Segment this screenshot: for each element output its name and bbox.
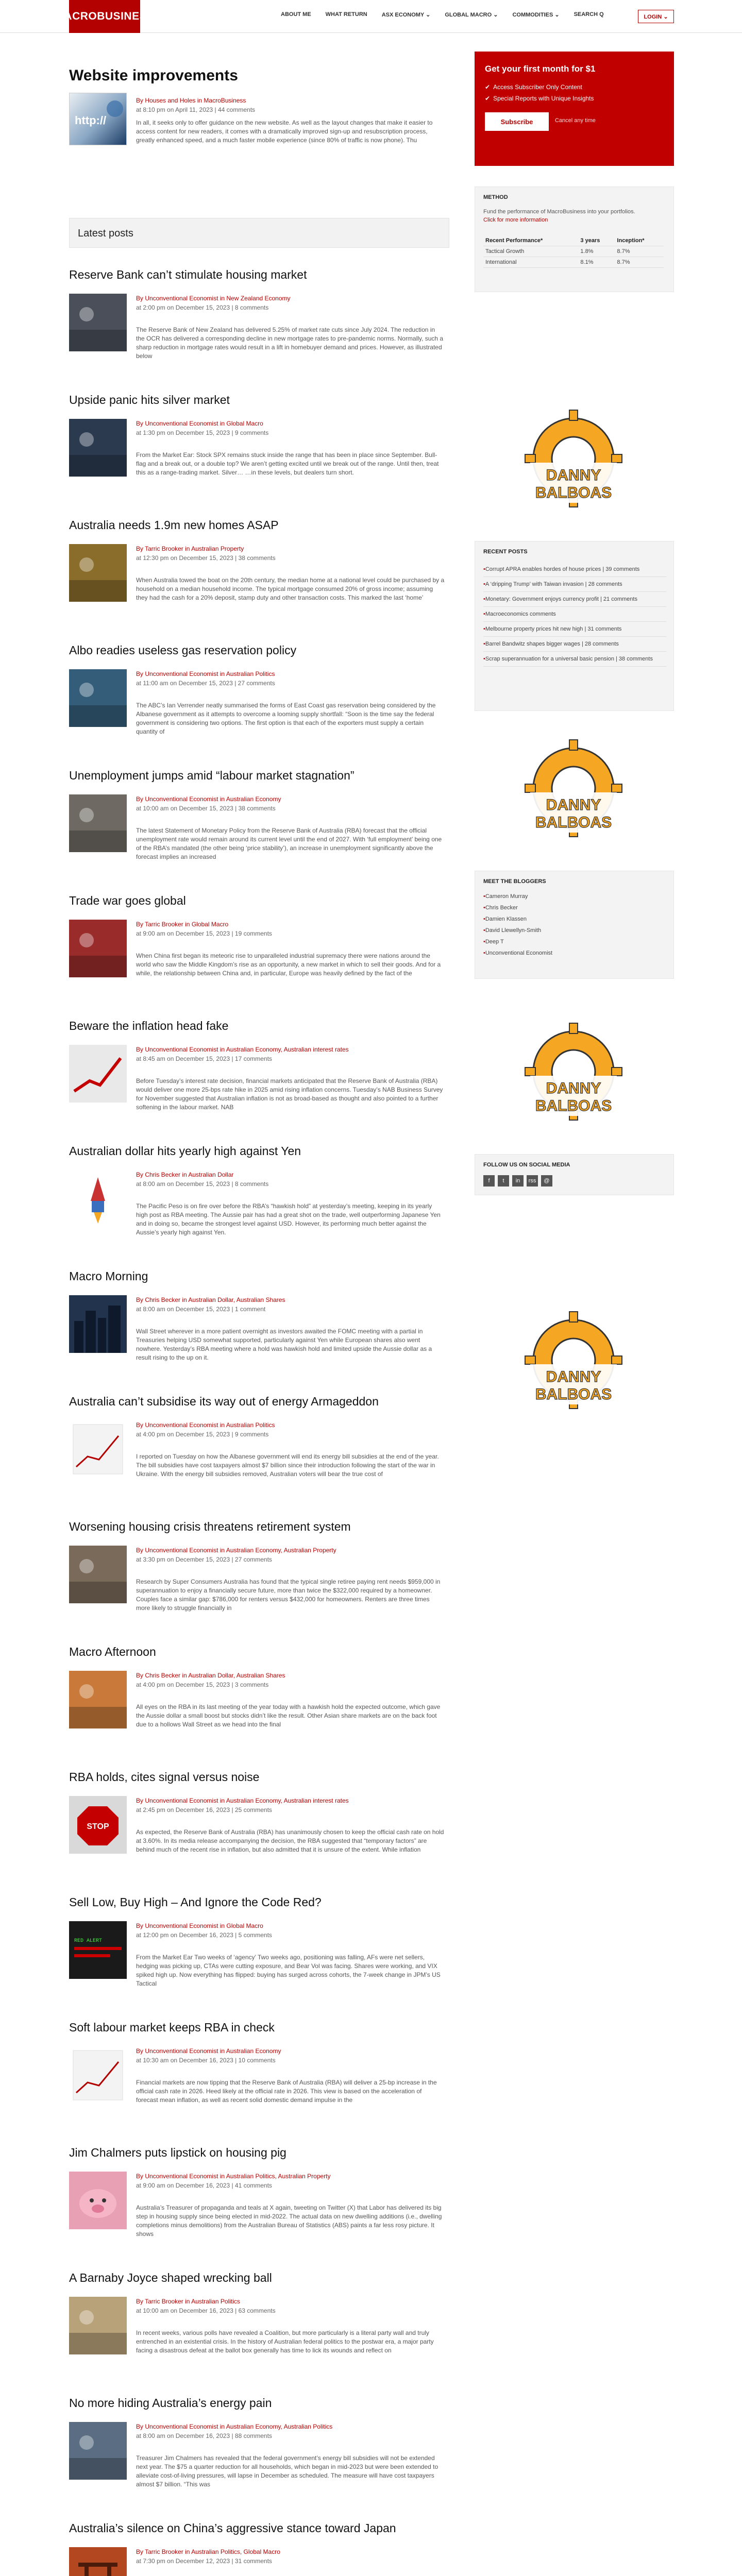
post-item bbox=[69, 1895, 449, 2021]
post-thumbnail[interactable] bbox=[69, 1546, 127, 1603]
post-meta bbox=[136, 1295, 285, 1314]
post-excerpt: From the Market Ear: Stock SPX remains stuck inside the range that has been in place since September. Bull-flag and a break out, or a double top? We aren’t getting excited until we break out of the range. Until then, treat this as a range-trading market. Silver… …in these levels, but dealers turn short. bbox=[136, 451, 439, 476]
post-item bbox=[69, 2521, 449, 2576]
post-thumbnail[interactable] bbox=[69, 419, 127, 477]
table-header: Recent Performance* bbox=[483, 235, 578, 246]
post-date: at 2:00 pm on December 15, 2023 | 8 comments bbox=[136, 304, 269, 311]
post-date: at 11:00 am on December 15, 2023 | 27 comments bbox=[136, 680, 275, 687]
nav-what-return[interactable]: WHAT RETURN bbox=[325, 11, 367, 18]
social-icon[interactable]: f bbox=[483, 1175, 495, 1187]
table-cell: 8.7% bbox=[615, 246, 664, 257]
ad-text-line: BALBOAS bbox=[535, 484, 612, 501]
recent-post-link[interactable]: • Macroeconomics comments bbox=[483, 607, 666, 622]
post-item bbox=[69, 1520, 449, 1645]
method-text: Fund the performance of MacroBusiness into your portfolios. bbox=[483, 209, 635, 215]
post-date: at 7:30 pm on December 12, 2023 | 31 comments bbox=[136, 2557, 272, 2565]
post-excerpt: Australia’s Treasurer of propaganda and teals at X again, tweeting on Twitter (X) that Labor has delivered its big step in housing supply since being elected in mid-2022. The actual data on new dwelling additions (i.e., dwelling completions minus demolitions) from the Australian Bureau of Statistics (ABS) paints a far less rosy picture. It shows bbox=[136, 2204, 442, 2238]
bloggers-widget bbox=[475, 871, 674, 979]
post-meta bbox=[136, 419, 268, 437]
table-cell: 8.7% bbox=[615, 257, 664, 268]
promo-item: ✔ Special Reports with Unique Insights bbox=[485, 93, 594, 104]
post-date: at 10:00 am on December 15, 2023 | 38 comments bbox=[136, 805, 276, 812]
featured-meta bbox=[136, 96, 255, 114]
post-item bbox=[69, 1395, 449, 1520]
post-meta bbox=[136, 1796, 349, 1815]
ad-text-line: BALBOAS bbox=[535, 1386, 612, 1403]
post-item bbox=[69, 518, 449, 643]
post-title[interactable]: Upside panic hits silver market bbox=[69, 393, 230, 406]
post-title[interactable]: Macro Afternoon bbox=[69, 1645, 156, 1658]
site-logo[interactable]: MACROBUSINESS bbox=[69, 0, 140, 33]
svg-text:RED ALERT: RED ALERT bbox=[74, 1938, 103, 1944]
table-row bbox=[483, 257, 664, 268]
post-thumbnail[interactable] bbox=[69, 2422, 127, 2480]
latest-posts-header bbox=[69, 218, 449, 248]
table-cell: 8.1% bbox=[578, 257, 615, 268]
post-thumbnail[interactable] bbox=[69, 1045, 127, 1103]
post-date: at 10:00 am on December 16, 2023 | 63 comments bbox=[136, 2307, 276, 2314]
recent-post-link[interactable]: • A ‘dripping Trump’ with Taiwan invasion | 28 comments bbox=[483, 577, 666, 592]
post-date: at 12:00 pm on December 16, 2023 | 5 comments bbox=[136, 1931, 272, 1939]
promo-note: Cancel any time bbox=[555, 117, 596, 124]
post-thumbnail[interactable] bbox=[69, 1420, 127, 1478]
ad-text-line: DANNY bbox=[546, 467, 601, 484]
post-author[interactable]: By Unconventional Economist in New Zealand Economy bbox=[136, 295, 291, 302]
post-date: at 9:00 am on December 16, 2023 | 41 comments bbox=[136, 2182, 272, 2189]
post-item bbox=[69, 894, 449, 1019]
post-title[interactable]: Australia’s silence on China’s aggressive stance toward Japan bbox=[69, 2521, 396, 2535]
post-date: at 2:45 pm on December 16, 2023 | 25 comments bbox=[136, 1806, 272, 1814]
post-thumbnail[interactable] bbox=[69, 2547, 127, 2576]
post-meta bbox=[136, 1170, 268, 1189]
post-author[interactable]: By Unconventional Economist in Australian Economy bbox=[136, 2047, 281, 2055]
performance-table bbox=[483, 235, 664, 268]
post-title[interactable]: RBA holds, cites signal versus noise bbox=[69, 1770, 260, 1784]
post-title[interactable]: Australian dollar hits yearly high against Yen bbox=[69, 1144, 301, 1158]
featured-excerpt: In all, it seeks only to offer guidance on the new website. As well as the layout changes that make it easier to access content for new readers, it comes with a dramatically improved sign-up and resubscription process, greatly enhanced speed, and a much faster mobile experience (since 80% of traffic is now phone). Thu bbox=[136, 119, 433, 144]
post-author[interactable]: By Unconventional Economist in Global Macro bbox=[136, 420, 263, 427]
blogger-link[interactable]: • Deep T bbox=[483, 936, 552, 947]
blogger-link[interactable]: • David Llewellyn-Smith bbox=[483, 925, 552, 936]
post-author[interactable]: By Unconventional Economist in Australian Economy, Australian interest rates bbox=[136, 1046, 349, 1053]
blogger-link[interactable]: • Cameron Murray bbox=[483, 891, 552, 902]
featured-date: at 8:10 pm on April 11, 2023 | 44 comments bbox=[136, 106, 256, 113]
promo-title: Get your first month for $1 bbox=[485, 64, 596, 74]
post-author[interactable]: By Tarric Brooker in Global Macro bbox=[136, 921, 229, 928]
post-title[interactable]: Unemployment jumps amid “labour market stagnation” bbox=[69, 769, 355, 782]
featured-title[interactable]: Website improvements bbox=[69, 67, 238, 84]
post-author[interactable]: By Unconventional Economist in Australian Economy, Australian Property bbox=[136, 1547, 336, 1554]
recent-post-link[interactable]: • Monetary: Government enjoys currency profit | 21 comments bbox=[483, 592, 666, 607]
post-thumbnail[interactable] bbox=[69, 1671, 127, 1728]
post-meta bbox=[136, 1671, 285, 1689]
post-author[interactable]: By Unconventional Economist in Australian Politics bbox=[136, 670, 275, 677]
post-thumbnail[interactable] bbox=[69, 1170, 127, 1228]
post-meta bbox=[136, 1921, 272, 1940]
recent-post-link[interactable]: • Scrap superannuation for a universal basic pension | 38 comments bbox=[483, 652, 666, 667]
post-excerpt: Financial markets are now tipping that the Reserve Bank of Australia (RBA) will deliver a 25-bp increase in the official cash rate in 2026. Heed likely at the official rate in 2026. This view is based on the acceleration of forecast mean inflation, as well as recent solid domestic demand impulse in the bbox=[136, 2079, 437, 2104]
post-author[interactable]: By Unconventional Economist in Australian Economy, Australian Politics bbox=[136, 2423, 333, 2430]
post-excerpt: All eyes on the RBA in its last meeting of the year today with a hawkish hold the expected outcome, which gave the Aussie dollar a small boost but stocks didn’t like the result. Other Asian share markets are on the back foot due to a hollows Wall Street as we head into the final bbox=[136, 1703, 441, 1728]
post-meta bbox=[136, 2297, 276, 2315]
post-title[interactable]: Reserve Bank can’t stimulate housing market bbox=[69, 268, 307, 281]
post-meta bbox=[136, 1420, 275, 1439]
latest-posts-title: Latest posts bbox=[78, 228, 133, 239]
post-excerpt: In recent weeks, various polls have revealed a Coalition, but more particularly is a literal party wall and truly entrenched in an existential crisis. In the history of Australian federal politics to the postwar era, a major party facing a disastrous defeat at the ballot box generally has time to lick its wounds and reflect on bbox=[136, 2329, 434, 2354]
post-thumbnail[interactable] bbox=[69, 2172, 127, 2229]
ad-text-line: DANNY bbox=[546, 796, 601, 814]
post-author[interactable]: By Unconventional Economist in Global Macro bbox=[136, 1922, 263, 1929]
post-item bbox=[69, 1019, 449, 1144]
post-excerpt: From the Market Ear Two weeks of ‘agency’ Two weeks ago, positioning was falling, AFs were net sellers, hedging was picking up, CTAs were cutting exposure, and Bear Vol was facing. Shares were working, and VIX spiked high up. Now everything has flipped: buying has surged across cohorts, the 7-week change in JPM’s US Tactical bbox=[136, 1954, 441, 1987]
post-item bbox=[69, 2146, 449, 2271]
post-date: at 10:30 am on December 16, 2023 | 10 comments bbox=[136, 2057, 276, 2064]
recent-posts-widget bbox=[475, 541, 674, 711]
featured-post bbox=[69, 52, 449, 222]
method-title: METHOD bbox=[483, 194, 508, 200]
svg-text:http://: http:// bbox=[75, 114, 107, 127]
post-title[interactable]: Worsening housing crisis threatens retirement system bbox=[69, 1520, 351, 1533]
post-excerpt: The Pacific Peso is on fire over before the RBA’s “hawkish hold” at yesterday’s meeting, keeping in its yearly high post as RBA meeting. The Aussie pair has had a great shot on the trade, well outperforming Japanese Yen and in doing so, became the strongest level against USD. However, its performing much better against the Aussie’s yearly high against Yen. bbox=[136, 1202, 441, 1236]
nav-about[interactable]: ABOUT ME bbox=[281, 11, 311, 18]
ad-text-line: DANNY bbox=[546, 1080, 601, 1097]
post-list bbox=[69, 268, 449, 2576]
recent-posts-title: RECENT POSTS bbox=[483, 549, 528, 555]
post-author[interactable]: By Chris Becker in Australian Dollar bbox=[136, 1171, 234, 1178]
recent-post-link[interactable]: • Barrel Bandwitz shapes bigger wages | 28 comments bbox=[483, 637, 666, 652]
post-item bbox=[69, 1144, 449, 1269]
post-date: at 12:30 pm on December 15, 2023 | 38 comments bbox=[136, 554, 276, 562]
nav-asx-economy[interactable]: ASX ECONOMY ⌄ bbox=[381, 12, 431, 18]
blogger-link[interactable]: • Unconventional Economist bbox=[483, 947, 552, 959]
post-author[interactable]: By Unconventional Economist in Australian Politics bbox=[136, 1421, 275, 1429]
post-meta bbox=[136, 794, 281, 813]
post-meta bbox=[136, 1546, 336, 1564]
method-link[interactable]: Click for more information bbox=[483, 217, 548, 223]
danny-balboas-ad[interactable] bbox=[522, 407, 625, 515]
post-thumbnail[interactable] bbox=[69, 794, 127, 852]
post-item bbox=[69, 2396, 449, 2521]
post-item bbox=[69, 1645, 449, 1770]
table-cell: International bbox=[483, 257, 578, 268]
post-item bbox=[69, 769, 449, 894]
post-author[interactable]: By Unconventional Economist in Australian Economy bbox=[136, 795, 281, 803]
post-item bbox=[69, 643, 449, 769]
post-date: at 4:00 pm on December 15, 2023 | 3 comments bbox=[136, 1681, 269, 1688]
post-date: at 1:30 pm on December 15, 2023 | 9 comments bbox=[136, 429, 269, 436]
post-author[interactable]: By Chris Becker in Australian Dollar, Australian Shares bbox=[136, 1296, 285, 1303]
post-thumbnail[interactable] bbox=[69, 294, 127, 351]
danny-balboas-ad[interactable] bbox=[522, 1020, 625, 1128]
danny-balboas-ad[interactable] bbox=[522, 1309, 625, 1417]
post-meta bbox=[136, 2547, 280, 2566]
post-title[interactable]: Australia can’t subsidise its way out of energy Armageddon bbox=[69, 1395, 379, 1408]
table-header: 3 years bbox=[578, 235, 615, 246]
post-date: at 9:00 am on December 15, 2023 | 19 comments bbox=[136, 930, 272, 937]
recent-post-link[interactable]: • Corrupt APRA enables hordes of house prices | 39 comments bbox=[483, 562, 666, 577]
post-excerpt: Wall Street wherever in a more patient overnight as investors awaited the FOMC meeting with a partial in Treasuries helping USD somewhat supported, particularly against Yen while European shares also went nowhere. Yesterday’s RBA meeting where a hold was hawkish hold and limited upside the Aussie dollar as a result rising to the up on it. bbox=[136, 1328, 432, 1361]
login-button[interactable]: LOGIN ⌄ bbox=[638, 10, 674, 23]
social-icon[interactable]: in bbox=[512, 1175, 524, 1187]
follow-widget bbox=[475, 1154, 674, 1195]
post-title[interactable]: Albo readies useless gas reservation policy bbox=[69, 643, 297, 657]
post-excerpt: When China first began its meteoric rise to unparalleled industrial supremacy there were nations around the world who saw the Middle Kingdom’s rise as an opportunity, a new market in which to sell their goods. And for a while, the relationship between China and, in particular, Europe was heavily defined by the fact of the bbox=[136, 952, 441, 977]
post-meta bbox=[136, 669, 275, 688]
post-thumbnail[interactable] bbox=[69, 2046, 127, 2104]
ad-text-line: BALBOAS bbox=[535, 814, 612, 831]
post-thumbnail[interactable] bbox=[69, 669, 127, 727]
post-date: at 8:00 am on December 15, 2023 | 1 comment bbox=[136, 1306, 266, 1313]
subscribe-button[interactable]: Subscribe bbox=[485, 112, 549, 131]
table-cell: 1.8% bbox=[578, 246, 615, 257]
post-item bbox=[69, 268, 449, 393]
post-thumbnail[interactable] bbox=[69, 544, 127, 602]
post-title[interactable]: No more hiding Australia’s energy pain bbox=[69, 2396, 272, 2410]
post-meta bbox=[136, 2422, 332, 2441]
post-item bbox=[69, 1269, 449, 1395]
post-meta bbox=[136, 544, 276, 563]
svg-text:STOP: STOP bbox=[87, 1822, 109, 1831]
featured-byline[interactable]: By Houses and Holes in MacroBusiness bbox=[136, 97, 246, 104]
featured-image[interactable] bbox=[69, 93, 127, 145]
top-bar bbox=[0, 0, 742, 33]
post-thumbnail[interactable] bbox=[69, 920, 127, 977]
table-row bbox=[483, 246, 664, 257]
table-header: Inception* bbox=[615, 235, 664, 246]
nav-commodities[interactable]: COMMODITIES ⌄ bbox=[512, 12, 560, 18]
post-excerpt: Treasurer Jim Chalmers has revealed that the federal government’s energy bill subsidies will not be extended next year. The $75 a quarter reduction for all households, which began in mid-2023 but were been extended to alleviate cost-of-living pressures, will lapse in December as scheduled. The measure will have cost taxpayers almost $7 billion. “This was bbox=[136, 2454, 439, 2488]
post-author[interactable]: By Unconventional Economist in Australian Economy, Australian interest rates bbox=[136, 1797, 349, 1804]
bloggers-title: MEET THE BLOGGERS bbox=[483, 878, 546, 885]
post-date: at 4:00 pm on December 15, 2023 | 9 comments bbox=[136, 1431, 269, 1438]
promo-item: ✔ Access Subscriber Only Content bbox=[485, 81, 594, 93]
main-column bbox=[69, 52, 449, 2565]
post-thumbnail[interactable] bbox=[69, 1796, 127, 1854]
social-icon[interactable]: t bbox=[498, 1175, 509, 1187]
post-title[interactable]: Soft labour market keeps RBA in check bbox=[69, 2021, 275, 2034]
recent-post-link[interactable]: • Melbourne property prices hit new high | 31 comments bbox=[483, 622, 666, 637]
post-title[interactable]: Beware the inflation head fake bbox=[69, 1019, 229, 1032]
post-date: at 3:30 pm on December 15, 2023 | 27 comments bbox=[136, 1556, 272, 1563]
post-excerpt: Research by Super Consumers Australia has found that the typical single retiree paying rent needs $959,000 in superannuation to enjoy a financially secure future, more than twice the $322,000 required by a homeowner. Couples face a similar gap: $786,000 for renters versus $432,000 for homeowners. Renters are three times more likely to struggle financially in bbox=[136, 1578, 441, 1612]
follow-title: FOLLOW US ON SOCIAL MEDIA bbox=[483, 1162, 570, 1168]
post-meta bbox=[136, 294, 290, 312]
post-title[interactable]: Sell Low, Buy High – And Ignore the Code Red? bbox=[69, 1895, 322, 1909]
post-date: at 8:45 am on December 15, 2023 | 17 comments bbox=[136, 1055, 272, 1062]
method-widget bbox=[475, 187, 674, 292]
post-meta bbox=[136, 2046, 281, 2065]
post-meta bbox=[136, 1045, 349, 1063]
blogger-link[interactable]: • Damien Klassen bbox=[483, 913, 552, 925]
blogger-link[interactable]: • Chris Becker bbox=[483, 902, 552, 913]
post-meta bbox=[136, 2172, 331, 2190]
nav-search[interactable]: SEARCH Q bbox=[574, 11, 604, 18]
social-icon[interactable]: rss bbox=[527, 1175, 538, 1187]
post-title[interactable]: Jim Chalmers puts lipstick on housing pig bbox=[69, 2146, 286, 2159]
post-excerpt: The Reserve Bank of New Zealand has delivered 5.25% of market rate cuts since July 2024. The reduction in the OCR has delivered a corresponding decline in new mortgage rates to pre-pandemic norms. Normally, such a sharp reduction in mortgage rates would result in a lift in homebuyer demand and prices. However, as illustrated below bbox=[136, 326, 444, 360]
ad-text-line: DANNY bbox=[546, 1368, 601, 1385]
post-date: at 8:00 am on December 15, 2023 | 8 comments bbox=[136, 1180, 269, 1188]
danny-balboas-ad[interactable] bbox=[522, 737, 625, 845]
main-nav bbox=[281, 11, 604, 18]
table-cell: Tactical Growth bbox=[483, 246, 578, 257]
post-excerpt: As expected, the Reserve Bank of Australia (RBA) has unanimously chosen to keep the official cash rate on hold at 3.60%. In its media release accompanying the decision, the RBA suggested that “temporary factors” are behind much of the recent rise in inflation, but also admitted that it is unsure of the extent. While inflation bbox=[136, 1828, 444, 1853]
post-author[interactable]: By Tarric Brooker in Australian Politics bbox=[136, 2298, 240, 2305]
post-author[interactable]: By Unconventional Economist in Australian Politics, Australian Property bbox=[136, 2173, 331, 2180]
ad-text-line: BALBOAS bbox=[535, 1097, 612, 1114]
subscribe-promo bbox=[475, 52, 674, 166]
post-excerpt: Before Tuesday’s interest rate decision, financial markets anticipated that the Reserve Bank of Australia (RBA) would deliver one more 25-bps rate hike in 2025 amid rising inflation concerns. Tuesday’s NAB Business Survey for November suggested that Australian inflation is not as broad-based as thought and also pointed to a further softening in the labour market. NAB bbox=[136, 1077, 443, 1111]
post-title[interactable]: Macro Morning bbox=[69, 1269, 148, 1283]
post-thumbnail[interactable] bbox=[69, 1921, 127, 1979]
post-item bbox=[69, 2271, 449, 2396]
post-title[interactable]: Australia needs 1.9m new homes ASAP bbox=[69, 518, 279, 532]
sidebar bbox=[475, 52, 674, 1403]
post-author[interactable]: By Chris Becker in Australian Dollar, Australian Shares bbox=[136, 1672, 285, 1679]
post-thumbnail[interactable] bbox=[69, 2297, 127, 2354]
post-item bbox=[69, 1770, 449, 1895]
post-item bbox=[69, 393, 449, 518]
post-excerpt: The latest Statement of Monetary Policy from the Reserve Bank of Australia (RBA) forecast that the official unemployment rate would remain around its current level until the end of 2027. With ‘full employment’ being one of the RBA’s mandated (the other being ‘price stability’), an increase in unemployment significantly above the forecast implies an increased bbox=[136, 827, 442, 860]
nav-global-macro[interactable]: GLOBAL MACRO ⌄ bbox=[445, 12, 498, 18]
social-icon[interactable]: @ bbox=[541, 1175, 552, 1187]
post-excerpt: When Australia towed the boat on the 20th century, the median home at a national level could be purchased by a household on a median household income. The typical mortgage consumed 20% of gross income; assuming they had the cash for a 20% deposit, stamp duty and other transaction costs. This marked the last ‘home’ bbox=[136, 577, 445, 601]
post-author[interactable]: By Tarric Brooker in Australian Property bbox=[136, 545, 244, 552]
post-excerpt: The ABC’s Ian Verrender neatly summarised the forms of East Coast gas reservation being considered by the Albanese government as it attempts to overcome a looming supply shortfall: “Soon is the time say the federal government is considering two options. The first option is that each of the exporters must supply a certain quantity of bbox=[136, 702, 436, 735]
post-item bbox=[69, 2021, 449, 2146]
post-title[interactable]: A Barnaby Joyce shaped wrecking ball bbox=[69, 2271, 272, 2284]
post-author[interactable]: By Tarric Brooker in Australian Politics, Global Macro bbox=[136, 2548, 280, 2555]
post-thumbnail[interactable] bbox=[69, 1295, 127, 1353]
post-excerpt: I reported on Tuesday on how the Albanese government will end its energy bill subsidies at the end of the year. The bill subsidies have cost taxpayers almost $7 billion since their introduction following the start of the war in Ukraine. With the energy bill subsidies removed, Australian voters will bear the true cost of bbox=[136, 1453, 439, 1478]
post-meta bbox=[136, 920, 272, 938]
post-date: at 8:00 am on December 16, 2023 | 88 comments bbox=[136, 2432, 272, 2439]
post-title[interactable]: Trade war goes global bbox=[69, 894, 186, 907]
